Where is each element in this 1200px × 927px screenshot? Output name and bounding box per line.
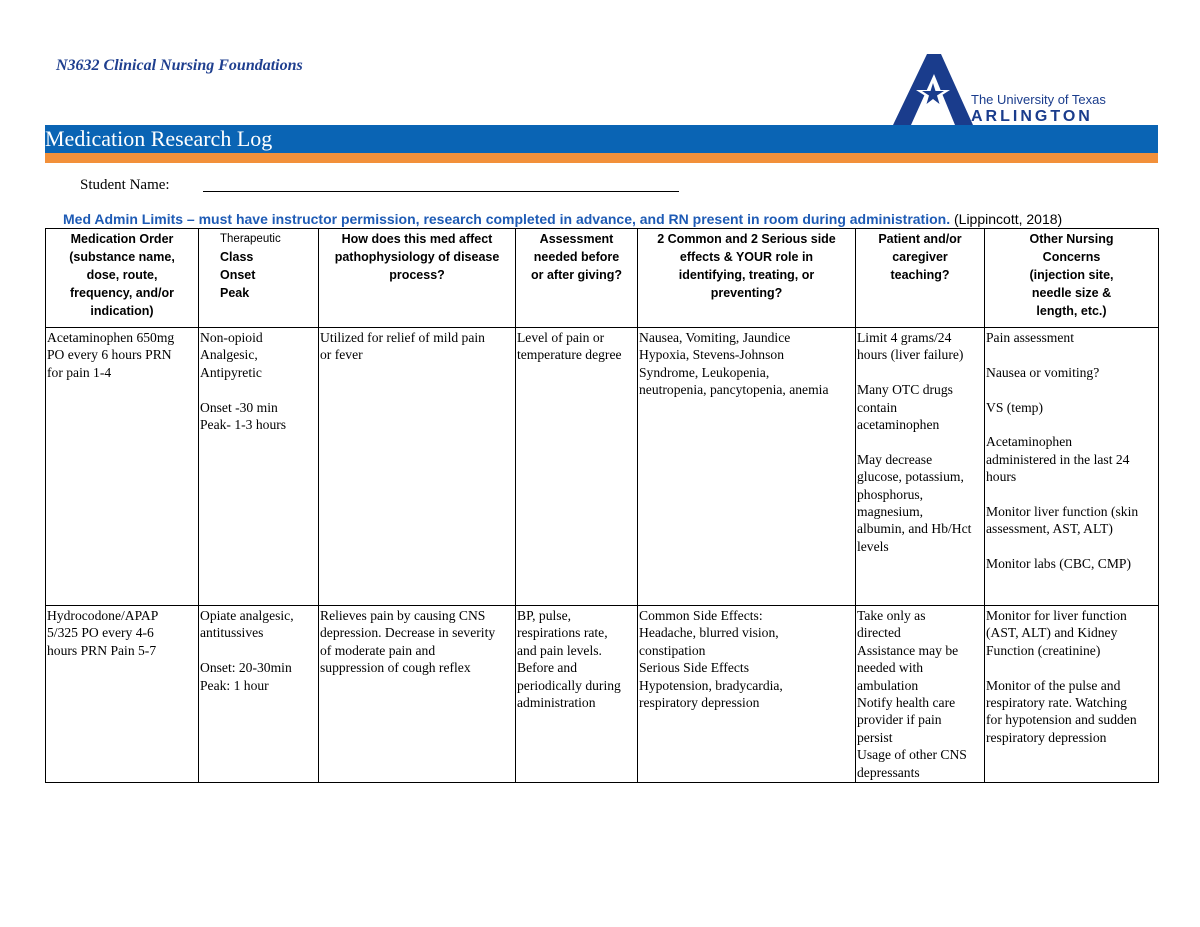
student-name-label: Student Name: [80,177,170,193]
header-line: needed before [533,250,620,264]
cell-line: Opiate analgesic, [200,608,294,623]
header-line: frequency, and/or [70,286,174,300]
table-header-row [46,229,1159,328]
cell-line: Nausea, Vomiting, Jaundice [639,330,791,345]
cell-line: antitussives [200,625,264,641]
cell-line: Onset -30 min [200,399,278,415]
cell-line: contain [857,399,898,415]
cell-line: provider if pain [857,712,942,728]
university-logo [885,52,1155,128]
cell-line [986,416,1157,433]
header-line: Onset [220,268,256,282]
header-line: Other Nursing [1029,232,1114,246]
cell-line [986,381,1157,398]
cell-line: May decrease [857,451,933,467]
cell-line: depression. Decrease in severity [320,625,496,641]
cell-line: PO every 6 hours PRN [47,347,172,363]
cell-line: Before and [517,660,578,676]
header-line: Assessment [539,232,614,246]
cell-line [857,364,983,381]
logo-line-2: ARLINGTON [971,108,1093,122]
cell-line [986,538,1157,555]
logo-line-1: The University of Texas [971,92,1106,107]
cell-line: Level of pain or [517,330,605,345]
column-header [638,229,856,328]
cell-line: Hypotension, bradycardia, [639,677,783,693]
cell-line: Common Side Effects: [639,608,763,623]
column-header [985,229,1159,328]
header-line: length, etc.) [1036,304,1107,318]
header-line: Concerns [1042,250,1101,264]
table-row [46,606,1159,783]
cell-line: hours (liver failure) [857,347,964,363]
cell-line: albumin, and Hb/Hct [857,521,972,537]
cell-line: and pain levels. [517,642,602,658]
cell-line: assessment, AST, ALT) [986,521,1113,537]
cell-line: Antipyretic [200,364,262,380]
cell-line: Syndrome, Leukopenia, [639,364,770,380]
table-cell [319,606,516,783]
header-line: indication) [90,304,154,318]
course-title: N3632 Clinical Nursing Foundations [56,57,303,74]
cell-line: BP, pulse, [517,608,572,623]
cell-line: Onset: 20-30min [200,660,292,676]
cell-line: depressants [857,764,920,780]
cell-line: persist [857,729,893,745]
table-cell [985,328,1159,606]
cell-line: Monitor for liver function [986,608,1127,623]
table-cell [638,328,856,606]
cell-line: administration [517,695,596,711]
cell-line: for hypotension and sudden [986,712,1137,728]
header-line: preventing? [710,286,783,300]
cell-line [200,381,317,398]
cell-line: Acetaminophen [986,434,1073,450]
column-header [199,229,319,328]
cell-line: constipation [639,642,706,658]
table-cell [319,328,516,606]
cell-line: ambulation [857,677,919,693]
table-cell [199,606,319,783]
column-header [46,229,199,328]
table-cell [516,606,638,783]
admin-limits-note [63,211,1062,227]
cell-line: suppression of cough reflex [320,660,471,676]
cell-line: 5/325 PO every 4-6 [47,625,154,641]
header-line: (injection site, [1029,268,1114,282]
cell-line: Take only as [857,608,926,623]
cell-line: neutropenia, pancytopenia, anemia [639,382,829,398]
cell-line [986,346,1157,363]
header-line: process? [389,268,445,282]
cell-line: Notify health care [857,695,956,711]
cell-line: VS (temp) [986,399,1044,415]
page-title: Medication Research Log [45,126,273,151]
cell-line: administered in the last 24 [986,451,1130,467]
cell-line: needed with [857,660,924,676]
medication-log-table [45,228,1159,783]
cell-line: Non-opioid [200,330,263,345]
header-line: caregiver [892,250,948,264]
header-line: (substance name, [69,250,175,264]
cell-line: directed [857,625,901,641]
table-row [46,328,1159,606]
table-cell [46,328,199,606]
accent-bar [45,153,1158,163]
cell-line: Function (creatinine) [986,642,1101,658]
cell-line: Headache, blurred vision, [639,625,779,641]
table-cell [199,328,319,606]
cell-line: Nausea or vomiting? [986,364,1100,380]
cell-line: or fever [320,347,363,363]
column-header [516,229,638,328]
cell-line: Many OTC drugs [857,382,953,398]
cell-line: glucose, potassium, [857,469,964,485]
header-line: How does this med affect [341,232,493,246]
cell-line: Pain assessment [986,330,1074,345]
header-line: effects & YOUR role in [679,250,814,264]
table-cell [856,328,985,606]
header-line: Class [220,250,254,264]
cell-line: periodically during [517,677,621,693]
header-line: or after giving? [531,268,622,282]
column-header [319,229,516,328]
table-cell [46,606,199,783]
cell-line [200,642,317,659]
admin-limits-text: Med Admin Limits – must have instructor permission, research completed in advance, and RN present in room during administration. [63,211,951,227]
cell-line: Assistance may be [857,642,959,658]
cell-line: Analgesic, [200,347,258,363]
header-line: dose, route, [86,268,158,282]
cell-line: Acetaminophen 650mg [47,330,175,345]
cell-line: respiratory depression [986,729,1107,745]
cell-line: temperature degree [517,347,622,363]
cell-line: for pain 1-4 [47,364,112,380]
column-header [856,229,985,328]
header-line: Patient and/or [878,232,962,246]
cell-line: Monitor labs (CBC, CMP) [986,556,1132,572]
uta-star-a-logo-icon [885,52,975,128]
cell-line: Monitor liver function (skin [986,504,1139,519]
cell-line: levels [857,538,889,554]
header-line: pathophysiology of disease [334,250,500,264]
cell-line: of moderate pain and [320,642,436,658]
table-cell [985,606,1159,783]
cell-line [986,486,1157,503]
cell-line: Peak: 1 hour [200,677,269,693]
table-cell [638,606,856,783]
cell-line: respiratory depression [639,695,760,711]
header-line: teaching? [890,268,950,282]
cell-line: hours [986,469,1017,485]
cell-line: Hydrocodone/APAP [47,608,159,623]
header-line: needle size & [1031,286,1112,300]
cell-line: Monitor of the pulse and [986,677,1121,693]
cell-line: Usage of other CNS [857,747,967,763]
admin-limits-citation: (Lippincott, 2018) [954,211,1063,227]
cell-line: respiratory rate. Watching [986,695,1127,711]
cell-line: (AST, ALT) and Kidney [986,625,1118,641]
cell-line: respirations rate, [517,625,608,641]
student-name-field[interactable] [203,191,679,192]
cell-line [857,433,983,450]
cell-line: phosphorus, [857,486,924,502]
table-cell [516,328,638,606]
cell-line: hours PRN Pain 5-7 [47,642,157,658]
cell-line: magnesium, [857,504,924,520]
header-line: identifying, treating, or [678,268,815,282]
cell-line: Serious Side Effects [639,660,749,676]
header-line: Medication Order [70,232,174,246]
cell-line: Peak- 1-3 hours [200,417,287,433]
header-line: Peak [220,286,250,300]
cell-line: Limit 4 grams/24 [857,330,952,345]
cell-line: Relieves pain by causing CNS [320,608,486,623]
header-line: 2 Common and 2 Serious side [657,232,836,246]
cell-line [986,659,1157,676]
cell-line: Utilized for relief of mild pain [320,330,485,345]
header-line: Therapeutic [220,233,281,245]
cell-line: acetaminophen [857,417,940,433]
table-cell [856,606,985,783]
cell-line: Hypoxia, Stevens-Johnson [639,347,784,363]
